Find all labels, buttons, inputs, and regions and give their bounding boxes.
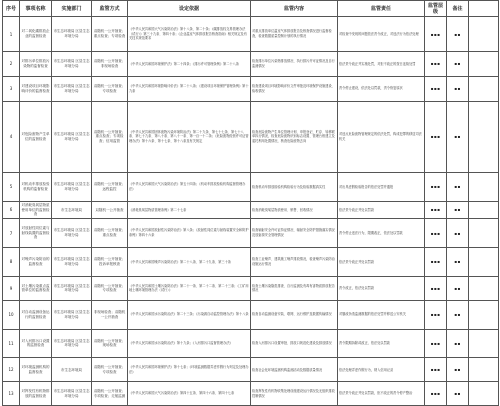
row-level-mark: ▪▪▪: [425, 201, 447, 218]
row-dept: 市生态环境局: [52, 358, 92, 382]
row-note-mark: ▪▪: [447, 172, 469, 201]
row-name: 对建设项目环境影响评价的监督检查: [20, 76, 52, 101]
row-seq: 4: [3, 101, 20, 172]
table-row: [3, 52, 499, 77]
table-row: [3, 329, 499, 358]
table-row: [3, 219, 499, 248]
header-level: 监管层级: [425, 1, 447, 17]
table-row: [3, 172, 499, 201]
row-level-mark: ▪▪▪: [425, 172, 447, 201]
header-duty: 监管责任: [338, 1, 425, 17]
row-level-mark: ▪▪▪: [425, 76, 447, 101]
row-name: 对挥发性有机物排放的监督检查: [20, 382, 52, 406]
header-basis: 设定依据: [128, 1, 251, 17]
row-method: 双随机一公开抽查；专项检查: [92, 358, 128, 382]
row-method: 非现场检查；双随机一公开抽查: [92, 300, 128, 329]
row-basis: 《消耗臭氧层物质管理条例》第二十七条: [128, 201, 251, 218]
row-name: 对二氧化碳排放企业的监督检查: [20, 17, 52, 52]
header-extra: [469, 1, 499, 17]
row-note-mark: ▪▪: [447, 201, 469, 218]
row-level-mark: ▪▪▪: [425, 300, 447, 329]
row-method: 双随机一公开抽查；投诉举报核查: [92, 247, 128, 276]
row-level-mark: ▪▪▪: [425, 17, 447, 52]
row-note-mark: ▪▪: [447, 276, 469, 300]
row-duty: 对违反危险废物管理规定的依法处罚，构成犯罪的移送司法机关: [338, 101, 425, 172]
row-basis: 《中华人民共和国环境影响评价法》第二十八条；《建设项目环境保护管理条例》第十九条: [128, 76, 251, 101]
table-row: [3, 276, 499, 300]
row-method: 双随机一公开抽查；非现场检查: [92, 52, 128, 77]
row-method: 双随机一公开抽查；重点检查；专项检查；信用监管: [92, 101, 128, 172]
row-duty: 对检查中发现的问题依法责令改正，对违法行为依法处理: [338, 17, 425, 52]
row-extra: [469, 17, 499, 52]
row-method: 双随机一公开抽查；专项检查；走航监测: [92, 382, 128, 406]
row-content: 对重点排放单位温室气体排放报告及核查情况进行监督检查，检查数据质量控制计划的执行情况: [251, 17, 338, 52]
row-seq: 5: [3, 172, 20, 201]
row-extra: [469, 276, 499, 300]
row-duty: 对篡改伪造监测数据的依法处罚并移送公安机关: [338, 300, 425, 329]
row-method: 双随机一公开抽查；远程监控: [92, 172, 128, 201]
row-note-mark: ▪▪: [447, 76, 469, 101]
header-content: 监管内容: [251, 1, 338, 17]
table-row: [3, 76, 499, 101]
row-level-mark: ▪▪▪: [425, 219, 447, 248]
row-name: 对噪声污染防治的监督检查: [20, 247, 52, 276]
row-content: 检查工业噪声、建筑施工噪声排放情况，检查噪声污染防治设施运行情况: [251, 247, 338, 276]
row-dept: 市生态环境局 区县生态环境分局: [52, 300, 92, 329]
row-method: 双随机一公开抽查: [92, 201, 128, 218]
row-seq: 9: [3, 276, 20, 300]
row-note-mark: ▪▪: [447, 382, 469, 406]
row-note-mark: ▪▪: [447, 300, 469, 329]
row-duty: 对出具虚假检验报告的依法处罚并通报: [338, 172, 425, 201]
row-note-mark: ▪▪: [447, 52, 469, 77]
header-name: 事项名称: [20, 1, 52, 17]
row-note-mark: ▪▪: [447, 329, 469, 358]
row-seq: 8: [3, 247, 20, 276]
row-method: 双随机一公开抽查；现场检查: [92, 329, 128, 358]
row-extra: [469, 247, 499, 276]
row-name: 对机动车排放检验机构的监督检查: [20, 172, 52, 201]
header-method-short: 监管方式: [92, 1, 128, 17]
table-row: [3, 382, 499, 406]
row-content: 检查挥发性有机物收集处理设施建设运行情况及无组织排放控制情况: [251, 382, 338, 406]
row-duty: 依法责令改正并处以罚款: [338, 201, 425, 218]
row-note-mark: ▪▪: [447, 358, 469, 382]
row-extra: [469, 201, 499, 218]
row-seq: 10: [3, 300, 20, 329]
row-seq: 6: [3, 201, 20, 218]
row-name: 对环境监测机构的监督检查: [20, 358, 52, 382]
row-name: 对自动监测设备运行的监督检查: [20, 300, 52, 329]
row-dept: 市生态环境局 区县生态环境分局: [52, 17, 92, 52]
row-name: 对排污单位排放污染物的监督检查: [20, 52, 52, 77]
row-dept: 市生态环境局 区县生态环境分局: [52, 172, 92, 201]
row-duty: 责令停止违法行为，限期改正，依法处以罚款: [338, 219, 425, 248]
row-duty: 责令停止建设，依法处以罚款，责令恢复原状: [338, 76, 425, 101]
row-level-mark: ▪▪▪: [425, 276, 447, 300]
row-note-mark: ▪▪: [447, 101, 469, 172]
row-basis: 《中华人民共和国大气污染防治法》第四十五条、第四十六条、第四十七条: [128, 382, 251, 406]
row-duty: 依法处理弄虚作假行为，纳入信用记录: [338, 358, 425, 382]
row-level-mark: ▪▪▪: [425, 329, 447, 358]
row-basis: 《中华人民共和国固体废物污染环境防治法》第二十九条、第七十七条、第七十八条、第七十九条、第八十条、第八十一条、第一百一十二条；《危险废物经营许可证管理办法》第十六条、第十七条、第十八条及有关规定: [128, 101, 251, 172]
row-dept: 市生态环境局 区县生态环境分局: [52, 52, 92, 77]
row-seq: 7: [3, 219, 20, 248]
row-seq: 1: [3, 17, 20, 52]
row-level-mark: ▪▪▪: [425, 101, 447, 172]
row-dept: 市生态环境局 区县生态环境分局: [52, 276, 92, 300]
row-level-mark: ▪▪▪: [425, 52, 447, 77]
row-duty: 责令限期拆除或改正，依法处以罚款: [338, 329, 425, 358]
table-row: [3, 201, 499, 218]
row-basis: 《中华人民共和国大气污染防治法》第五十四条；《机动车排放检验机构监督管理办法》: [128, 172, 251, 201]
row-basis: 《中华人民共和国环境保护法》第二十四条；《排污许可管理条例》第二十八条: [128, 52, 251, 77]
row-content: 检查机动车排放检验机构检验行为及检验数据真实性: [251, 172, 338, 201]
row-basis: 《中华人民共和国环境保护法》第十七条；《环境监测数据弄虚作假行为判定及处理办法》: [128, 358, 251, 382]
row-extra: [469, 329, 499, 358]
row-content: 检查土壤污染隐患排查、自行监测及有毒有害物质排放报告情况: [251, 276, 338, 300]
table-row: [3, 247, 499, 276]
row-dept: 市生态环境局 区县生态环境分局: [52, 329, 92, 358]
table-row: [3, 17, 499, 52]
row-name: 对入河排污口设置的监督检查: [20, 329, 52, 358]
row-seq: 2: [3, 52, 20, 77]
row-name: 对危险废物产生单位的监督检查: [20, 101, 52, 172]
header-dept: 实施部门: [52, 1, 92, 17]
row-content: 检查排污单位污染物排放情况、执行排污许可证情况及自行监测情况: [251, 52, 338, 77]
header-note: 备注: [447, 1, 469, 17]
row-content: 检查建设项目环境影响评价文件审批及环境保护设施建设、验收情况: [251, 76, 338, 101]
row-name: 对土壤污染重点监管单位的监督检查: [20, 276, 52, 300]
row-basis: 《中华人民共和国放射性污染防治法》第八条；《放射性同位素与射线装置安全和防护条例》第四十六条: [128, 219, 251, 248]
row-extra: [469, 101, 499, 172]
supervision-table: [2, 0, 499, 406]
table-header-row: [3, 1, 499, 17]
row-method: 双随机一公开抽查；专项检查: [92, 76, 128, 101]
row-duty: 依法责令改正并实施处罚，对拒不改正的按日连续处罚: [338, 52, 425, 77]
row-note-mark: ▪▪: [447, 17, 469, 52]
row-level-mark: ▪▪▪: [425, 382, 447, 406]
table-body: [3, 17, 499, 406]
row-dept: 市生态环境局 区县生态环境分局: [52, 382, 92, 406]
row-level-mark: ▪▪▪: [425, 247, 447, 276]
row-basis: 《中华人民共和国土壤污染防治法》第二十一条、第二十二条、第二十三条；《工矿用地土壤环境管理办法（试行）》: [128, 276, 251, 300]
row-extra: [469, 382, 499, 406]
row-name: 对放射性同位素与射线装置的监督检查: [20, 219, 52, 248]
table-row: [3, 300, 499, 329]
row-seq: 11: [3, 329, 20, 358]
row-level-mark: ▪▪▪: [425, 358, 447, 382]
row-extra: [469, 52, 499, 77]
row-dept: 市生态环境局: [52, 201, 92, 218]
row-content: 检查社会化环境监测机构监测活动及数据质量情况: [251, 358, 338, 382]
row-method: 双随机一公开抽查；重点检查；专项检查: [92, 17, 128, 52]
row-basis: 《中华人民共和国大气污染防治法》第十八条、第二十条；《碳排放权交易管理办法（试行）》第三十九条、第四十条；《企业温室气体排放报告核查指南》相关规定及有关技术规范要求: [128, 17, 251, 52]
row-method: 双随机一公开抽查；专项检查: [92, 276, 128, 300]
row-extra: [469, 172, 499, 201]
row-content: 检查消耗臭氧层物质使用、销售、回收情况: [251, 201, 338, 218]
row-dept: 市生态环境局 区县生态环境分局: [52, 219, 92, 248]
row-seq: 3: [3, 76, 20, 101]
row-note-mark: ▪▪: [447, 219, 469, 248]
table-row: [3, 358, 499, 382]
row-dept: 市生态环境局 区县生态环境分局: [52, 247, 92, 276]
row-extra: [469, 300, 499, 329]
row-basis: 《中华人民共和国水污染防治法》第二十三条；《污染源自动监控管理办法》第十八条: [128, 300, 251, 329]
table-row: [3, 101, 499, 172]
row-basis: 《中华人民共和国噪声污染防治法》第二十八条、第二十九条、第三十条: [128, 247, 251, 276]
row-extra: [469, 219, 499, 248]
row-note-mark: ▪▪: [447, 247, 469, 276]
row-duty: 责令改正，依法处以罚款: [338, 276, 425, 300]
row-seq: 12: [3, 358, 20, 382]
row-dept: 市生态环境局 区县生态环境分局: [52, 76, 92, 101]
row-basis: 《中华人民共和国水污染防治法》第十九条；《入河排污口监督管理办法》: [128, 329, 251, 358]
row-content: 检查自动监测设备安装、联网、运行维护及数据传输情况: [251, 300, 338, 329]
row-content: 检查入河排污口设置审批、排放口规范化建设及排放情况: [251, 329, 338, 358]
row-content: 检查辐射安全许可证持证情况、辐射安全防护措施落实情况及放射源安全管理情况: [251, 219, 338, 248]
row-extra: [469, 358, 499, 382]
row-dept: 市生态环境局 区县生态环境分局: [52, 101, 92, 172]
row-name: 对消耗臭氧层物质使用单位的监督检查: [20, 201, 52, 218]
row-content: 检查危险废物产生单位管理计划、申报登记、贮存、转移联单执行情况，检查危险废物识别标志设置、管理台账建立及委托利用处置情况，核查危险废物去向: [251, 101, 338, 172]
header-seq: 序号: [3, 1, 20, 17]
row-method: 双随机一公开抽查；重点检查: [92, 219, 128, 248]
row-seq: 13: [3, 382, 20, 406]
row-duty: 依法责令改正并处以罚款: [338, 247, 425, 276]
row-extra: [469, 76, 499, 101]
row-duty: 依法责令改正并处以罚款，拒不改正的责令停产整治: [338, 382, 425, 406]
